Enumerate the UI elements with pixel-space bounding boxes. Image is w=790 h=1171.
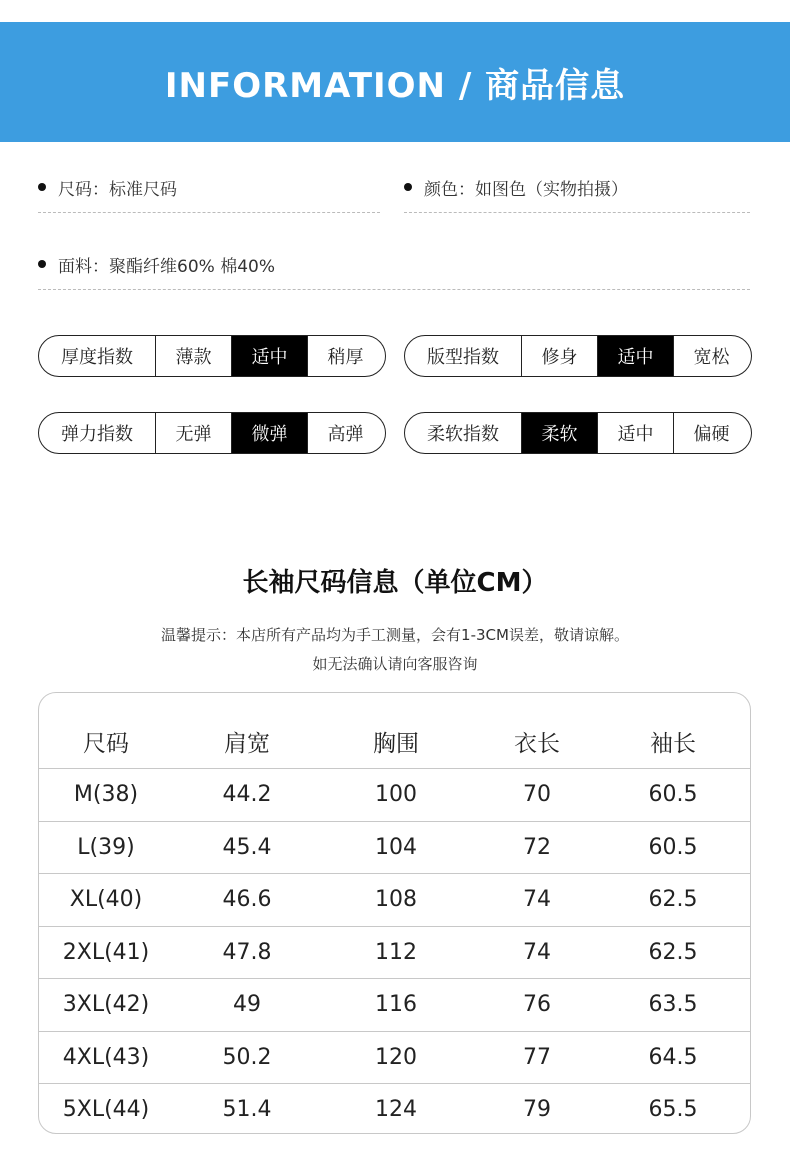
scale-elasticity (38, 412, 386, 454)
table-cell: 63.5 (648, 992, 698, 1018)
table-cell: 116 (375, 992, 417, 1018)
table-cell: 60.5 (648, 782, 698, 808)
table-cell: 4XL(43) (62, 1044, 150, 1070)
scale-option: 修身 (521, 336, 597, 376)
table-header-cell: 肩宽 (224, 731, 270, 757)
table-row (39, 1031, 750, 1084)
scale-option: 稍厚 (307, 336, 383, 376)
table-cell: 124 (375, 1097, 417, 1123)
bullet-icon (38, 260, 46, 268)
table-header-row (39, 693, 750, 768)
table-cell: 46.6 (222, 887, 272, 913)
table-cell: 44.2 (222, 782, 272, 808)
info-banner (0, 22, 790, 142)
table-header-cell: 袖长 (650, 731, 696, 757)
scale-option: 柔软 (521, 413, 597, 453)
scale-thickness (38, 335, 386, 377)
scale-label: 版型指数 (427, 347, 499, 368)
table-row (39, 1083, 750, 1134)
info-row-1 (38, 162, 750, 212)
scale-label: 柔软指数 (427, 424, 499, 445)
info-size (38, 162, 380, 213)
info-fabric-text: 面料：聚酯纤维60% 棉40% (58, 256, 275, 277)
table-cell: 77 (523, 1044, 551, 1070)
scale-fit (404, 335, 752, 377)
table-cell: L(39) (77, 834, 135, 860)
table-cell: 120 (375, 1044, 417, 1070)
table-cell: 5XL(44) (62, 1097, 150, 1123)
info-row-2 (38, 239, 750, 289)
info-size-text: 尺码：标准尺码 (58, 179, 177, 200)
table-cell: 3XL(42) (62, 992, 150, 1018)
table-header-cell: 胸围 (373, 731, 419, 757)
scale-option: 薄款 (155, 336, 231, 376)
bullet-icon (38, 183, 46, 191)
table-cell: 70 (523, 782, 551, 808)
scale-softness (404, 412, 752, 454)
table-cell: 100 (375, 782, 417, 808)
table-cell: 74 (523, 887, 551, 913)
table-cell: 79 (523, 1097, 551, 1123)
table-cell: 62.5 (648, 939, 698, 965)
info-color-text: 颜色：如图色（实物拍摄） (424, 179, 628, 200)
scale-option: 偏硬 (673, 413, 749, 453)
table-cell: XL(40) (69, 887, 143, 913)
table-cell: 64.5 (648, 1044, 698, 1070)
table-cell: 72 (523, 834, 551, 860)
info-color (404, 162, 750, 213)
table-row (39, 821, 750, 874)
table-row (39, 768, 750, 821)
scale-option: 无弹 (155, 413, 231, 453)
scale-option: 适中 (597, 336, 673, 376)
table-cell: 62.5 (648, 887, 698, 913)
table-cell: 112 (375, 939, 417, 965)
bullet-icon (404, 183, 412, 191)
table-cell: 104 (375, 834, 417, 860)
scale-label: 厚度指数 (61, 347, 133, 368)
scale-option: 高弹 (307, 413, 383, 453)
table-cell: 2XL(41) (62, 939, 150, 965)
table-header-cell: 尺码 (83, 731, 129, 757)
size-chart-title: 长袖尺码信息（单位CM） (242, 568, 548, 598)
table-cell: 50.2 (222, 1044, 272, 1070)
table-cell: 74 (523, 939, 551, 965)
table-cell: 45.4 (222, 834, 272, 860)
info-fabric (38, 239, 750, 290)
table-cell: 49 (233, 992, 261, 1018)
scale-option: 微弹 (231, 413, 307, 453)
size-table (38, 692, 751, 1134)
table-cell: M(38) (73, 782, 139, 808)
scale-option: 宽松 (673, 336, 749, 376)
table-row (39, 978, 750, 1031)
table-cell: 47.8 (222, 939, 272, 965)
table-cell: 65.5 (648, 1097, 698, 1123)
scale-option: 适中 (231, 336, 307, 376)
scale-label: 弹力指数 (61, 424, 133, 445)
table-header-cell: 衣长 (514, 731, 560, 757)
banner-title: INFORMATION / 商品信息 (164, 65, 626, 106)
scale-option: 适中 (597, 413, 673, 453)
table-cell: 76 (523, 992, 551, 1018)
table-row (39, 873, 750, 926)
table-row (39, 926, 750, 979)
table-cell: 60.5 (648, 834, 698, 860)
size-chart-note-2: 如无法确认请向客服咨询 (312, 655, 478, 673)
table-cell: 108 (375, 887, 417, 913)
size-chart-note-1: 温馨提示：本店所有产品均为手工测量，会有1-3CM误差，敬请谅解。 (161, 626, 629, 644)
table-cell: 51.4 (222, 1097, 272, 1123)
